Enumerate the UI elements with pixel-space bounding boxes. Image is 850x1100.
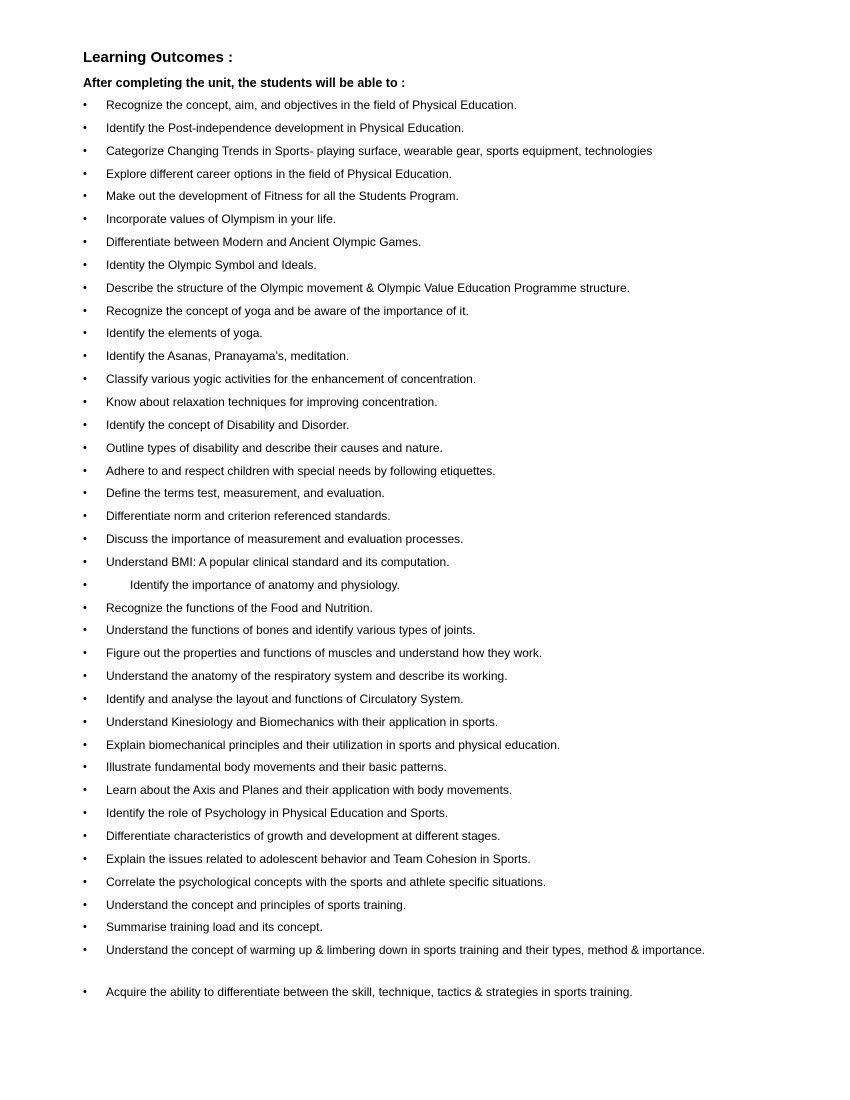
list-item bbox=[83, 279, 767, 302]
bullet-icon: • bbox=[83, 647, 87, 660]
list-item bbox=[83, 142, 767, 165]
list-item bbox=[83, 233, 767, 256]
list-item bbox=[83, 165, 767, 188]
list-item bbox=[83, 896, 767, 919]
learning-outcomes-list bbox=[83, 96, 767, 1006]
list-item-text: Explore different career options in the field of Physical Education. bbox=[106, 166, 452, 181]
list-item-text: Identity the Olympic Symbol and Ideals. bbox=[106, 257, 317, 272]
list-item bbox=[83, 393, 767, 416]
list-item-text: Explain the issues related to adolescent behavior and Team Cohesion in Sports. bbox=[106, 851, 531, 866]
list-item-text: Differentiate characteristics of growth and development at different stages. bbox=[106, 829, 501, 843]
list-item bbox=[83, 416, 767, 439]
list-item bbox=[83, 484, 767, 507]
bullet-icon: • bbox=[83, 213, 87, 226]
list-item-text: Adhere to and respect children with special needs by following etiquettes. bbox=[106, 463, 496, 478]
list-item bbox=[83, 370, 767, 393]
list-item-text: Identify and analyse the layout and functions of Circulatory System. bbox=[106, 691, 464, 706]
bullet-icon: • bbox=[83, 121, 87, 134]
list-item bbox=[83, 918, 767, 941]
bullet-icon: • bbox=[83, 601, 87, 614]
list-item-text: Learn about the Axis and Planes and their application with body movements. bbox=[106, 783, 513, 798]
bullet-icon: • bbox=[83, 761, 87, 774]
list-item-text: Identify the Asanas, Pranayama’s, meditation. bbox=[106, 349, 350, 364]
bullet-icon: • bbox=[83, 578, 87, 591]
list-item bbox=[83, 599, 767, 622]
list-item bbox=[83, 983, 767, 1006]
list-item-text: Understand the anatomy of the respiratory system and describe its working. bbox=[106, 669, 508, 684]
list-item bbox=[83, 256, 767, 279]
list-item bbox=[83, 621, 767, 644]
bullet-icon: • bbox=[83, 670, 87, 683]
list-item bbox=[83, 507, 767, 530]
bullet-icon: • bbox=[83, 464, 87, 477]
bullet-icon: • bbox=[83, 624, 87, 637]
list-item-text: Identify the importance of anatomy and physiology. bbox=[130, 577, 400, 592]
list-item bbox=[83, 690, 767, 713]
bullet-icon: • bbox=[83, 944, 87, 957]
list-item-text: Recognize the concept, aim, and objectives in the field of Physical Education. bbox=[106, 98, 517, 112]
bullet-icon: • bbox=[83, 898, 87, 911]
intro-text: After completing the unit, the students will be able to : bbox=[83, 76, 406, 90]
bullet-icon: • bbox=[83, 236, 87, 249]
list-item-text: Acquire the ability to differentiate between the skill, technique, tactics & strategies in sports training. bbox=[106, 985, 633, 1000]
list-item bbox=[83, 576, 767, 599]
list-item-text: Differentiate norm and criterion referenced standards. bbox=[106, 509, 391, 524]
list-item bbox=[83, 713, 767, 736]
list-item-text: Describe the structure of the Olympic movement & Olympic Value Education Programme structure. bbox=[106, 280, 630, 295]
list-item bbox=[83, 736, 767, 759]
bullet-icon: • bbox=[83, 441, 87, 454]
bullet-icon: • bbox=[83, 875, 87, 888]
bullet-icon: • bbox=[83, 555, 87, 568]
list-item-text: Classify various yogic activities for the enhancement of concentration. bbox=[106, 372, 477, 387]
bullet-icon: • bbox=[83, 986, 87, 999]
list-item-text: Differentiate between Modern and Ancient Olympic Games. bbox=[106, 235, 422, 250]
bullet-icon: • bbox=[83, 692, 87, 705]
bullet-icon: • bbox=[83, 510, 87, 523]
list-item-text: Know about relaxation techniques for improving concentration. bbox=[106, 394, 438, 409]
list-item-text: Understand Kinesiology and Biomechanics with their application in sports. bbox=[106, 714, 499, 729]
bullet-icon: • bbox=[83, 852, 87, 865]
list-item-text: Illustrate fundamental body movements and their basic patterns. bbox=[106, 760, 447, 775]
bullet-icon: • bbox=[83, 487, 87, 500]
bullet-icon: • bbox=[83, 418, 87, 431]
list-item-text: Figure out the properties and functions of muscles and understand how they work. bbox=[106, 646, 543, 661]
list-item-text: Identify the Post-independence development in Physical Education. bbox=[106, 120, 465, 135]
list-item bbox=[83, 96, 767, 119]
bullet-icon: • bbox=[83, 327, 87, 340]
list-item-text: Identify the concept of Disability and Disorder. bbox=[106, 417, 350, 432]
list-item bbox=[83, 850, 767, 873]
list-item-text: Understand the functions of bones and identify various types of joints. bbox=[106, 623, 476, 638]
list-item bbox=[83, 941, 767, 983]
list-item-text: Correlate the psychological concepts with the sports and athlete specific situations. bbox=[106, 874, 547, 889]
list-item bbox=[83, 439, 767, 462]
list-item bbox=[83, 119, 767, 142]
list-item bbox=[83, 804, 767, 827]
bullet-icon: • bbox=[83, 99, 87, 111]
bullet-icon: • bbox=[83, 350, 87, 363]
bullet-icon: • bbox=[83, 373, 87, 386]
bullet-icon: • bbox=[83, 807, 87, 820]
list-item bbox=[83, 758, 767, 781]
list-item-text: Understand BMI: A popular clinical standard and its computation. bbox=[106, 554, 450, 569]
list-item-text: Define the terms test, measurement, and evaluation. bbox=[106, 486, 385, 501]
bullet-icon: • bbox=[83, 784, 87, 797]
list-item-text: Summarise training load and its concept. bbox=[106, 920, 323, 935]
bullet-icon: • bbox=[83, 144, 87, 157]
list-item bbox=[83, 347, 767, 370]
list-item bbox=[83, 781, 767, 804]
page-title: Learning Outcomes : bbox=[83, 49, 234, 66]
list-item-text: Categorize Changing Trends in Sports- playing surface, wearable gear, sports equipment, technologies bbox=[106, 143, 653, 158]
list-item-text: Recognize the functions of the Food and Nutrition. bbox=[106, 600, 373, 615]
list-item bbox=[83, 462, 767, 485]
list-item bbox=[83, 530, 767, 553]
bullet-icon: • bbox=[83, 167, 87, 180]
list-item-text: Make out the development of Fitness for all the Students Program. bbox=[106, 189, 459, 204]
list-item bbox=[83, 827, 767, 850]
bullet-icon: • bbox=[83, 395, 87, 408]
bullet-icon: • bbox=[83, 533, 87, 546]
bullet-icon: • bbox=[83, 738, 87, 751]
bullet-icon: • bbox=[83, 830, 87, 842]
bullet-icon: • bbox=[83, 304, 87, 317]
list-item bbox=[83, 324, 767, 347]
bullet-icon: • bbox=[83, 190, 87, 203]
list-item-text: Recognize the concept of yoga and be aware of the importance of it. bbox=[106, 303, 469, 318]
list-item bbox=[83, 644, 767, 667]
list-item bbox=[83, 302, 767, 325]
bullet-icon: • bbox=[83, 715, 87, 728]
bullet-icon: • bbox=[83, 258, 87, 271]
list-item-text: Identify the elements of yoga. bbox=[106, 326, 263, 341]
list-item-text: Understand the concept and principles of sports training. bbox=[106, 897, 407, 912]
bullet-icon: • bbox=[83, 281, 87, 294]
list-item-text: Understand the concept of warming up & limbering down in sports training and their types, method & importance. bbox=[106, 943, 705, 958]
list-item bbox=[83, 667, 767, 690]
list-item-text: Incorporate values of Olympism in your life. bbox=[106, 212, 337, 227]
bullet-icon: • bbox=[83, 921, 87, 934]
list-item-text: Explain biomechanical principles and their utilization in sports and physical education. bbox=[106, 737, 561, 752]
list-item bbox=[83, 187, 767, 210]
list-item-text: Identify the role of Psychology in Physical Education and Sports. bbox=[106, 806, 449, 821]
list-item bbox=[83, 210, 767, 233]
list-item-text: Outline types of disability and describe their causes and nature. bbox=[106, 440, 443, 455]
list-item bbox=[83, 873, 767, 896]
list-item-text: Discuss the importance of measurement and evaluation processes. bbox=[106, 532, 464, 547]
list-item bbox=[83, 553, 767, 576]
